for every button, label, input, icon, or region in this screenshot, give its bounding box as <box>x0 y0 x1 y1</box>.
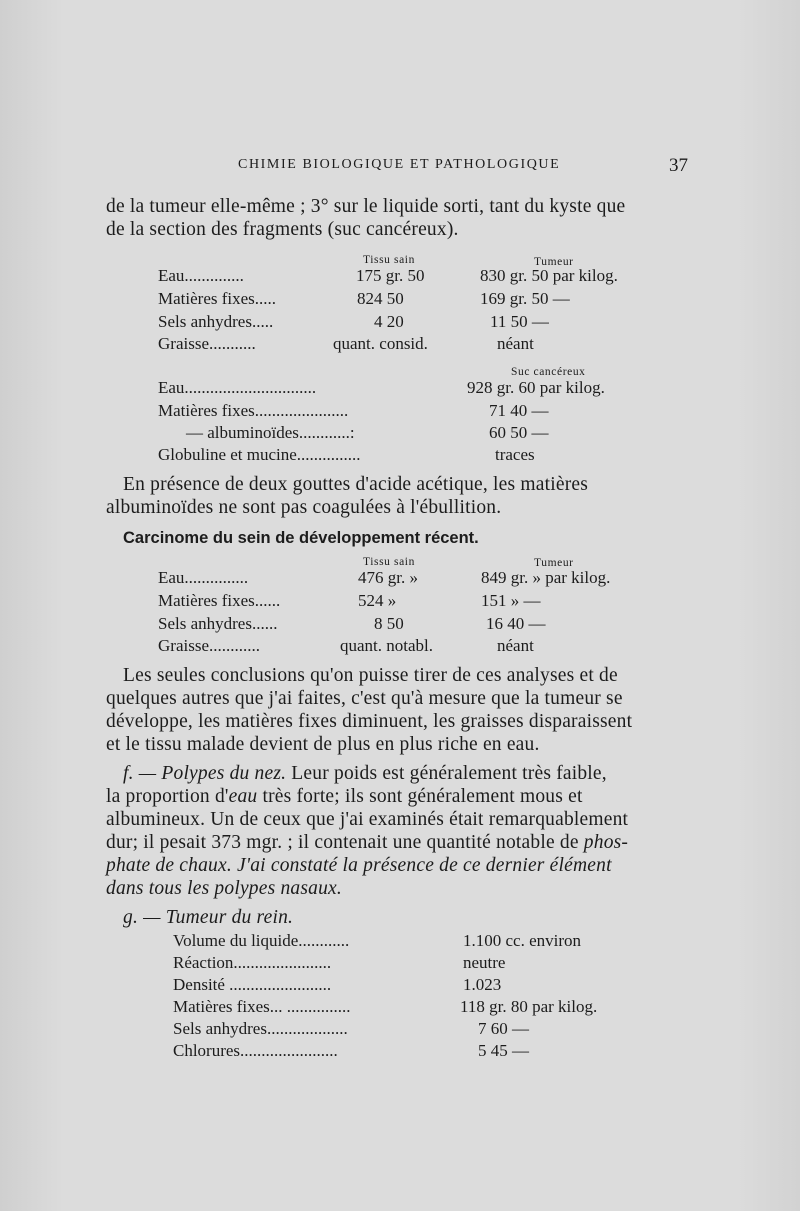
para2-line-3: développe, les matières fixes diminuent, les graisses disparaissent <box>106 711 633 732</box>
table1-head-col2: Tumeur <box>534 256 574 268</box>
para1-line-1: En présence de deux gouttes d'acide acétique, les matières <box>123 474 589 495</box>
section-heading: Carcinome du sein de développement récent. <box>123 529 479 547</box>
para3-line-6: dans tous les polypes nasaux. <box>106 878 342 899</box>
table-row: Réaction....................... neutre <box>173 953 506 972</box>
table-row: Sels anhydres..... 4 20 11 50 — <box>158 312 549 331</box>
table-row: Chlorures....................... 5 45 — <box>173 1041 529 1060</box>
para2-line-1: Les seules conclusions qu'on puisse tirer de ces analyses et de <box>123 665 618 686</box>
intro-line-1: de la tumeur elle-même ; 3° sur le liquide sorti, tant du kyste que <box>106 196 626 217</box>
table-row: Densité ........................ 1.023 <box>173 975 502 994</box>
table-row: Graisse............ quant. notabl. néant <box>158 636 534 655</box>
page-number: 37 <box>669 155 688 176</box>
para3-line-2: la proportion d'eau très forte; ils sont généralement mous et <box>106 786 583 807</box>
para2-line-4: et le tissu malade devient de plus en plus riche en eau. <box>106 734 540 755</box>
para3-line-4: dur; il pesait 373 mgr. ; il contenait une quantité notable de phos- <box>106 832 629 853</box>
para3-line-5: phate de chaux. J'ai constaté la présence de ce dernier élément <box>106 855 612 876</box>
table-row: Sels anhydres...... 8 50 16 40 — <box>158 614 546 633</box>
table1-head-col1: Tissu sain <box>363 254 415 266</box>
running-title: CHIMIE BIOLOGIQUE ET PATHOLOGIQUE <box>238 157 561 172</box>
table-row: — albuminoïdes............: 60 50 — <box>186 423 549 442</box>
table3-head-col2: Tumeur <box>534 557 574 569</box>
para3-line-1: f. — Polypes du nez. Leur poids est généralement très faible, <box>123 763 607 784</box>
table-row: Matières fixes...................... 71 40 — <box>158 401 549 420</box>
table-row: Volume du liquide............ 1.100 cc. environ <box>173 931 582 950</box>
table-row: Eau............................... 928 gr. 60 par kilog. <box>158 378 605 397</box>
para2-line-2: quelques autres que j'ai faites, c'est qu'à mesure que la tumeur se <box>106 688 623 709</box>
table3-head-col1: Tissu sain <box>363 556 415 568</box>
table-row: Matières fixes...... 524 » 151 » — <box>158 591 541 610</box>
intro-line-2: de la section des fragments (suc cancéreux). <box>106 219 459 240</box>
table-row: Matières fixes..... 824 50 169 gr. 50 — <box>158 289 570 308</box>
table-row: Matières fixes... ............... 118 gr. 80 par kilog. <box>173 997 598 1016</box>
table-row: Eau.............. 175 gr. 50 830 gr. 50 par kilog. <box>158 266 618 285</box>
table-row: Globuline et mucine............... traces <box>158 445 535 464</box>
table-row: Graisse........... quant. consid. néant <box>158 334 534 353</box>
table2-head: Suc cancéreux <box>511 366 586 378</box>
table-row: Eau............... 476 gr. » 849 gr. » par kilog. <box>158 568 611 587</box>
para1-line-2: albuminoïdes ne sont pas coagulées à l'ébullition. <box>106 497 502 518</box>
para3-line-3: albumineux. Un de ceux que j'ai examinés était remarquablement <box>106 809 629 830</box>
table-row: Sels anhydres................... 7 60 — <box>173 1019 529 1038</box>
subsection-heading: g. — Tumeur du rein. <box>123 907 294 928</box>
